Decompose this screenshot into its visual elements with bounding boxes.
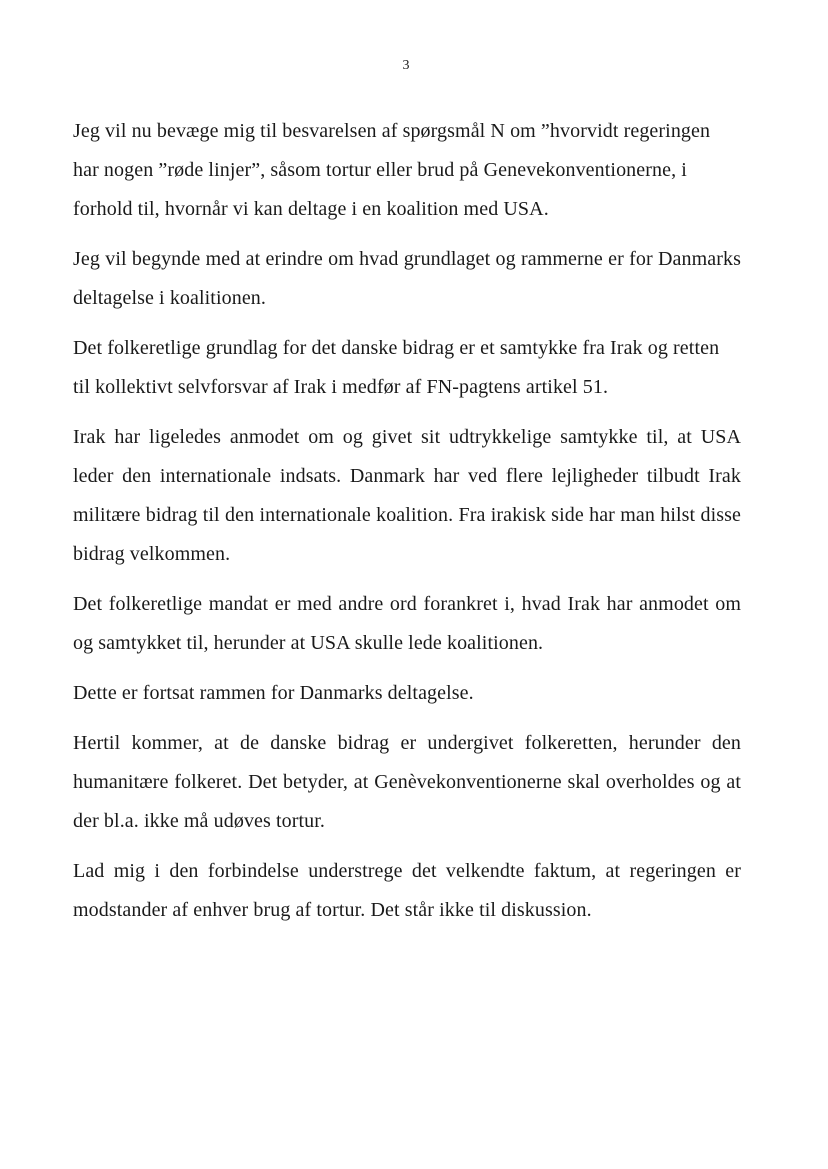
paragraph-iraq-consent: Irak har ligeledes anmodet om og givet sit udtrykkelige samtykke til, at USA leder den internationale indsats. Danmark har ved flere lejligheder tilbudt Irak militære bidrag til den internationale koalition. Fra irakisk side har man hilst disse bidrag velkommen. [73,426,741,565]
paragraph-legal-basis: Det folkeretlige grundlag for det danske bidrag er et samtykke fra Irak og retten til kollektivt selvforsvar af Irak i medfør af FN-pagtens artikel 51. [73,337,720,398]
document-body [73,112,741,941]
paragraph-torture-position: Lad mig i den forbindelse understrege det velkendte faktum, at regeringen er modstander af enhver brug af tortur. Det står ikke til diskussion. [73,860,741,921]
paragraph-question-n: Jeg vil nu bevæge mig til besvarelsen af spørgsmål N om ”hvorvidt regeringen har nogen ”røde linjer”, såsom tortur eller brud på Genevekonventionerne, i forhold til, hvornår vi kan deltage i en koalition med USA. [73,120,711,220]
paragraph-legal-mandate: Det folkeretlige mandat er med andre ord forankret i, hvad Irak har anmodet om og samtykket til, herunder at USA skulle lede koalitionen. [73,593,741,654]
paragraph-framework-continues: Dette er fortsat rammen for Danmarks deltagelse. [73,682,474,704]
page-number: 3 [402,58,410,73]
paragraph-humanitarian-law: Hertil kommer, at de danske bidrag er undergivet folkeretten, herunder den humanitære folkeret. Det betyder, at Genèvekonventionerne skal overholdes og at der bl.a. ikke må udøves tortur. [73,732,741,832]
paragraph-framework-intro: Jeg vil begynde med at erindre om hvad grundlaget og rammerne er for Danmarks deltagelse i koalitionen. [73,248,741,309]
